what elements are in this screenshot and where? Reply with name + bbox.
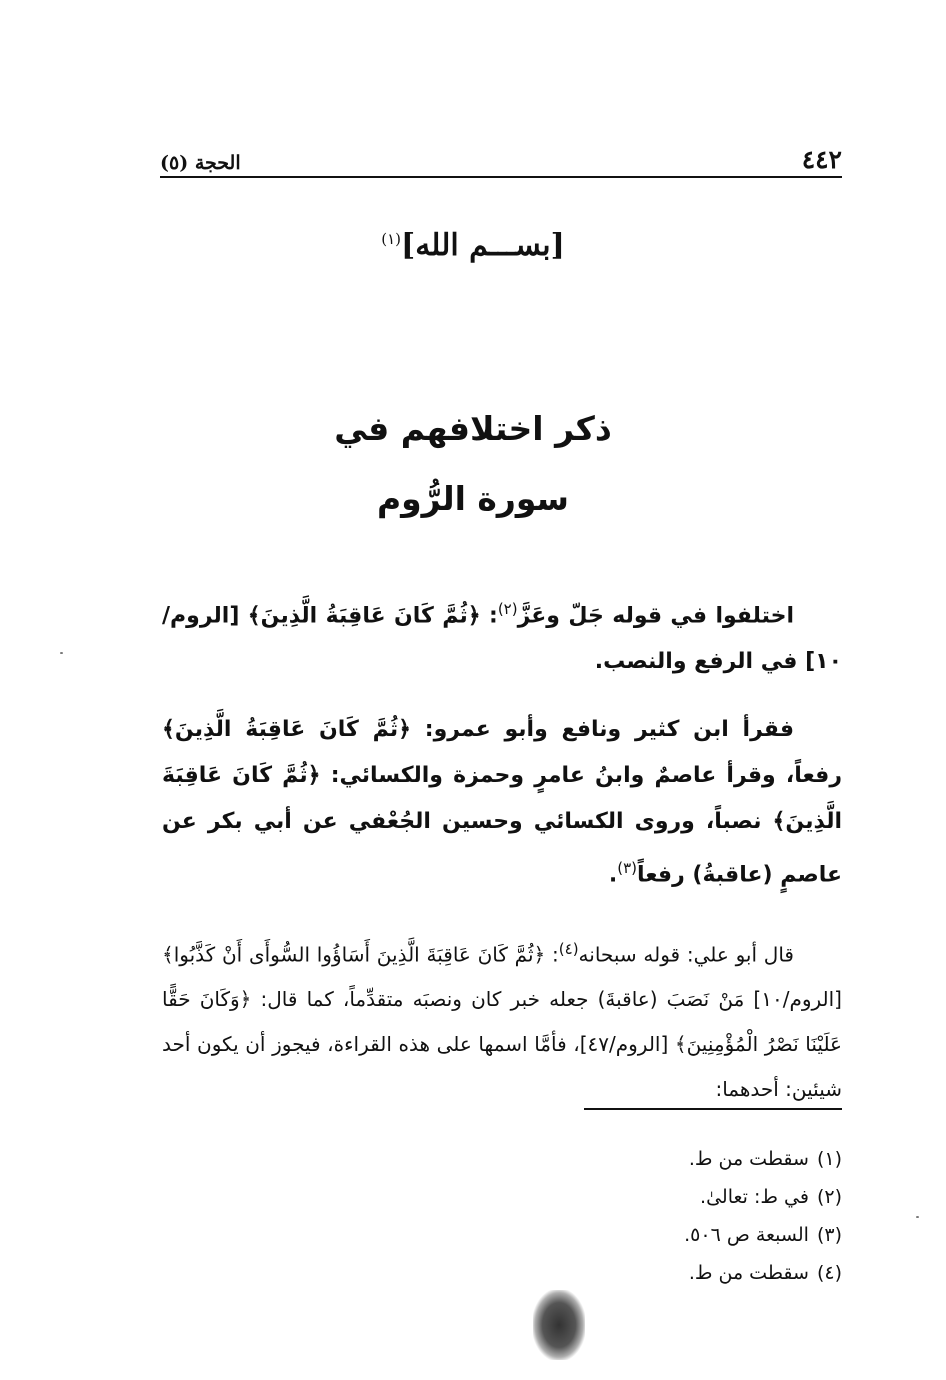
paragraph-text: فقرأ ابن كثير ونافع وأبو عمرو: ﴿ثُمَّ كَانَ عَاقِبَةُ الَّذِينَ﴾ رفعاً، وقرأ عاصمٌ وابنُ عامرٍ وحمزة والكسائي: ﴿ثُمَّ كَانَ عَاقِبَةَ الَّذِينَ﴾ نصباً، وروى الكسائي وحسين الجُعْفي عن أبي بكر عن عاصمٍ (عاقبةُ) رفعاً: [162, 717, 842, 888]
paragraph: [162, 707, 842, 898]
scan-speck: [60, 652, 63, 654]
paragraph-text: .: [608, 862, 618, 888]
body-text: [162, 586, 842, 1134]
footnote-ref: (٢): [497, 600, 518, 618]
running-title: الحجة (٥): [160, 152, 241, 174]
footnote-ref: (٣): [617, 859, 637, 878]
basmala-footnote-ref: (١): [381, 230, 401, 248]
paragraph: [162, 586, 842, 685]
ink-blot: [533, 1290, 585, 1360]
footnote-item: [684, 1254, 842, 1292]
footnote-text: سقطت من ط.: [688, 1262, 809, 1284]
footnote-text: سقطت من ط.: [688, 1148, 809, 1170]
footnotes: [684, 1140, 842, 1292]
basmala: [0, 228, 946, 263]
footnote-text: في ط: تعالىٰ.: [700, 1186, 809, 1208]
footnote-rule: [584, 1108, 842, 1110]
header-rule: [160, 176, 842, 178]
footnote-number: (٣): [816, 1224, 842, 1246]
footnote-number: (٤): [816, 1262, 842, 1284]
footnote-item: [684, 1140, 842, 1178]
page-number: ٤٤٢: [801, 145, 842, 174]
footnote-text: السبعة ص ٥٠٦.: [684, 1224, 809, 1246]
basmala-text: [بســـم الله]: [401, 228, 565, 263]
chapter-heading: [0, 394, 946, 534]
footnote-ref: (٤): [558, 939, 579, 958]
chapter-heading-line-2: سورة الرُّوم: [376, 479, 570, 518]
paragraph-text: اختلفوا في قوله جَلّ وعَزَّ: [517, 603, 794, 629]
footnote-number: (١): [816, 1148, 842, 1170]
footnote-number: (٢): [816, 1186, 842, 1208]
paragraph-text: : ﴿ثُمَّ كَانَ عَاقِبَةُ الَّذِينَ﴾ [الروم/١٠] في الرفع والنصب.: [162, 603, 842, 675]
footnote-item: [684, 1178, 842, 1216]
paragraph-text: : ﴿ثُمَّ كَانَ عَاقِبَةَ الَّذِينَ أَسَاؤُوا السُّوأَى أَنْ كَذَّبُوا﴾ [الروم/١٠] مَنْ نَصَبَ (عاقبةَ) جعله خبر كان ونصبَه متقدِّماً، كما قال: ﴿وَكَانَ حَقًّا عَلَيْنَا نَصْرُ الْمُؤْمِنِينَ﴾ [الروم/٤٧]، فأمَّا اسمها على هذه القراءة، فيجوز أن يكون أحد شيئين: أحدهما:: [162, 942, 842, 1102]
chapter-heading-line-1: ذكر اختلافهم في: [334, 409, 612, 448]
paragraph: [162, 927, 842, 1113]
scan-speck: [916, 1216, 919, 1218]
footnote-item: [684, 1216, 842, 1254]
paragraph-text: قال أبو علي: قوله سبحانه: [578, 942, 794, 967]
page-header: [160, 120, 842, 174]
